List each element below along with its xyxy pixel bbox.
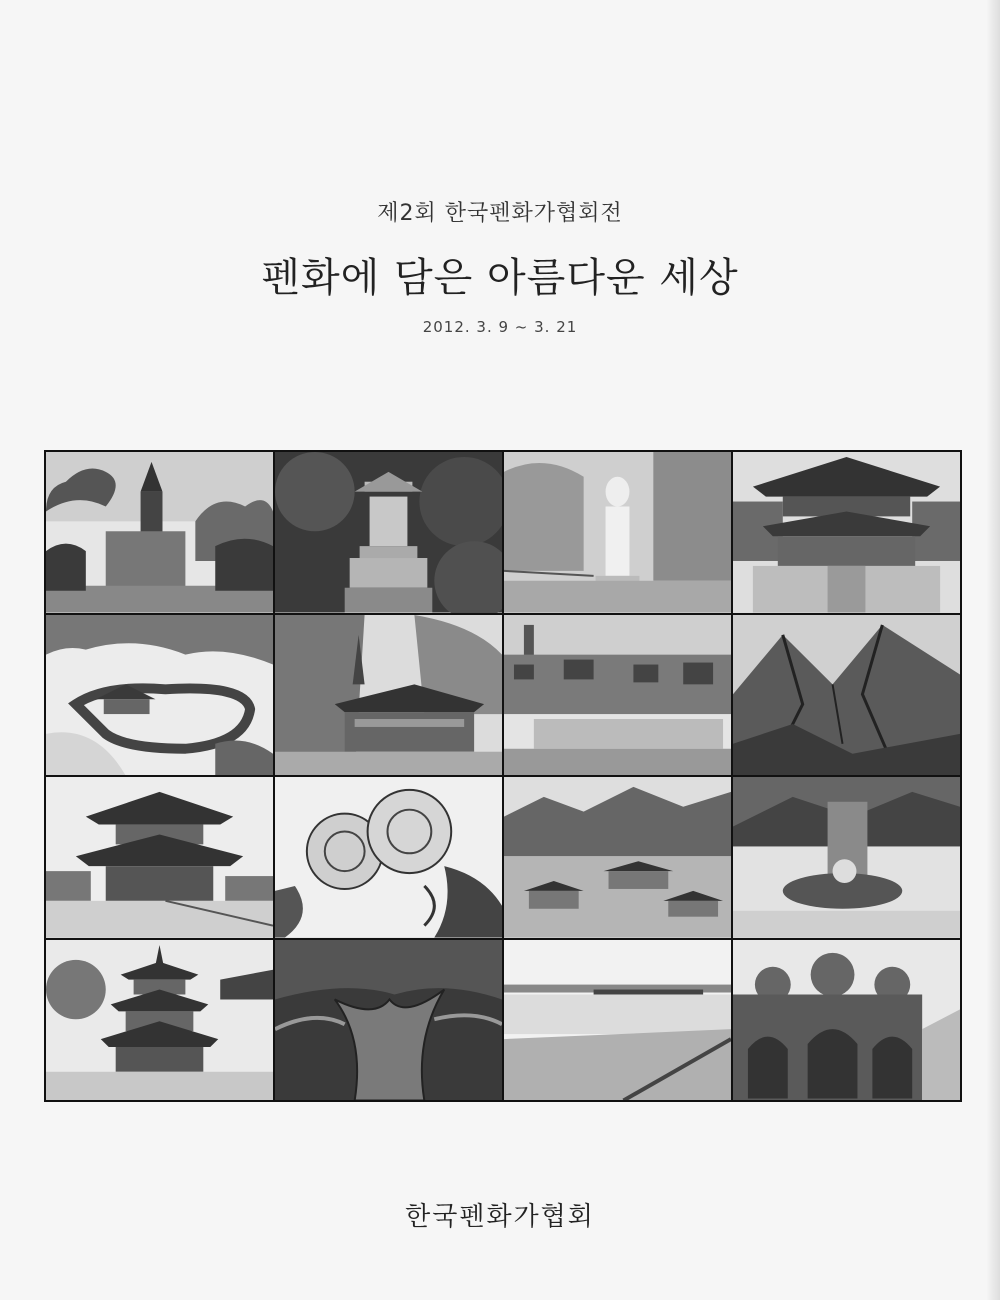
artwork-cathedral	[733, 940, 960, 1101]
artwork-pagoda	[46, 940, 273, 1101]
artwork-palace-pavilion	[46, 777, 273, 938]
exhibition-dates: 2012. 3. 9 ~ 3. 21	[422, 318, 578, 336]
artwork-cityscape	[504, 615, 731, 776]
artwork-grid	[44, 450, 962, 1102]
artwork-village-mountains	[504, 777, 731, 938]
artwork-stone-turtle	[733, 777, 960, 938]
artwork-stone-lantern	[275, 452, 502, 613]
artwork-church	[46, 452, 273, 613]
artwork-temple-hall	[733, 452, 960, 613]
artwork-house-with-trees	[275, 615, 502, 776]
publisher-name: 한국펜화가협회	[405, 1202, 595, 1232]
artwork-mountain-ridges	[733, 615, 960, 776]
artwork-peony-flowers	[275, 777, 502, 938]
artwork-river-bridge	[504, 940, 731, 1101]
artwork-buddha-statue	[504, 452, 731, 613]
page-edge-shadow	[986, 0, 1000, 1300]
artwork-pine-trunk	[275, 940, 502, 1101]
exhibition-subtitle: 제2회 한국펜화가협회전	[377, 201, 623, 226]
exhibition-title: 펜화에 담은 아름다운 세상	[261, 255, 739, 301]
artwork-fortress-wall	[46, 615, 273, 776]
